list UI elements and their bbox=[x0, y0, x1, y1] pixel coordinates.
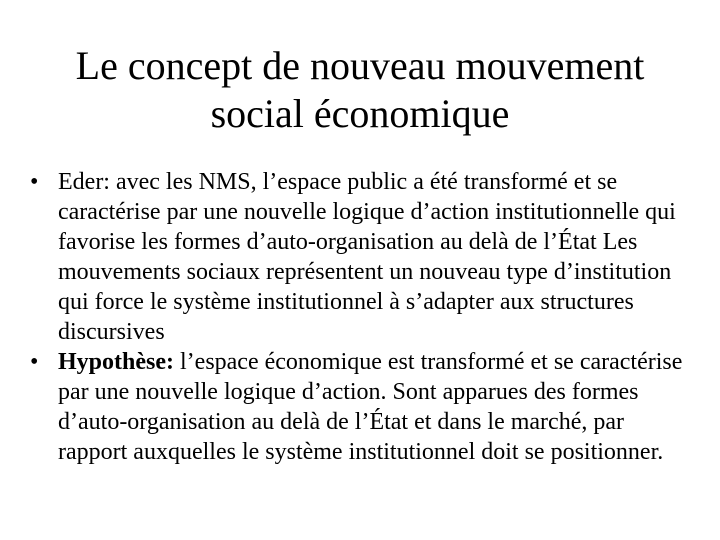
title-line-2: social économique bbox=[210, 91, 510, 136]
bullet-item-hypothese bbox=[30, 347, 690, 467]
bullet-text: Eder: avec les NMS, l’espace public a été transformé et se caractérise par une nouvelle logique d’action institutionnelle qui favorise les formes d’auto-organisation au delà de l’État Les mouvements sociaux représentent un nouveau type d’institution qui force le système institutionnel à s’adapter aux structures discursives bbox=[58, 169, 676, 345]
bullet-text: l’espace économique est transformé et se caractérise par une nouvelle logique d’action. Sont apparues des formes d’auto-organisation au delà de l’État et dans le marché, par rapport auxquelles le système institutionnel doit se positionner. bbox=[58, 349, 683, 465]
bullet-lead: Hypothèse: bbox=[58, 349, 174, 375]
bullet-item-eder bbox=[30, 167, 690, 347]
bullet-marker: • bbox=[30, 349, 39, 375]
slide-title bbox=[20, 42, 700, 138]
bullet-marker: • bbox=[30, 169, 39, 195]
title-line-1: Le concept de nouveau mouvement bbox=[75, 43, 645, 88]
bullet-list bbox=[30, 167, 690, 467]
